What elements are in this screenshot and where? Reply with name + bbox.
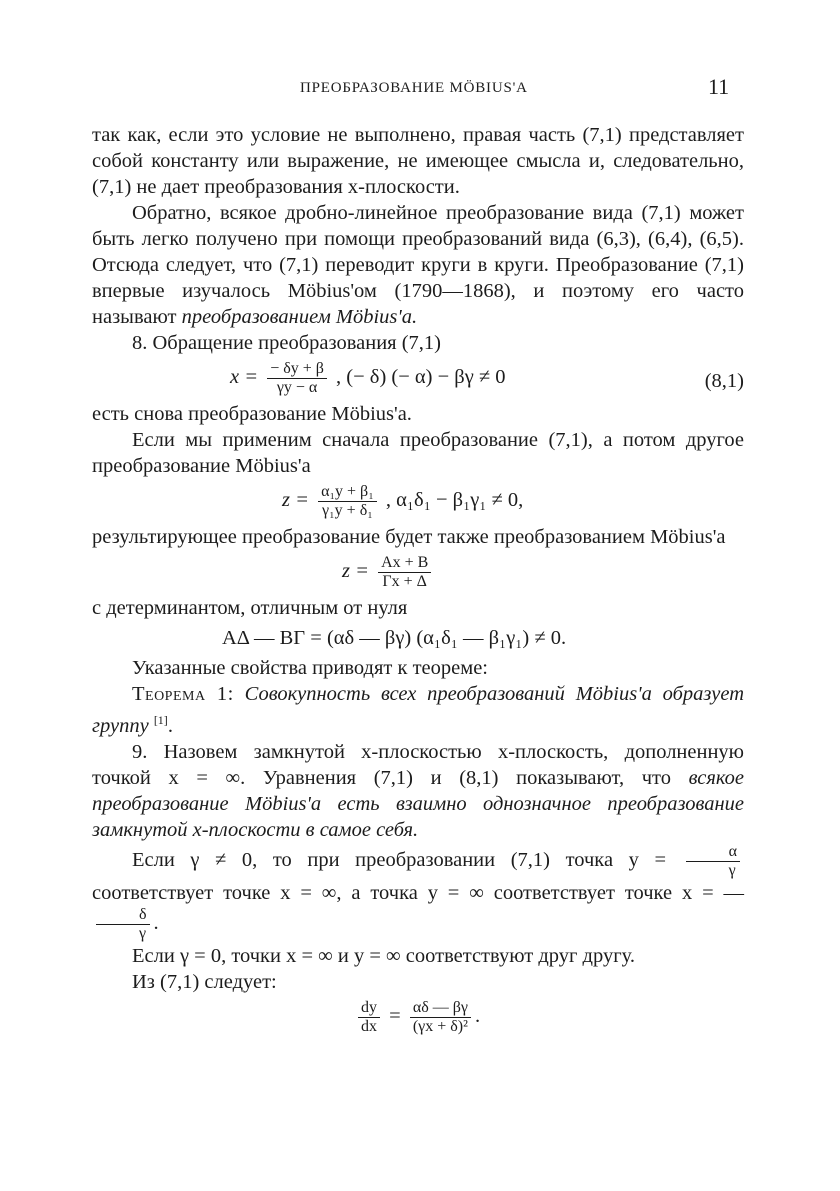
paragraph xyxy=(92,739,744,843)
fraction-numerator: α₁y + β₁ xyxy=(318,483,377,502)
running-header: ПРЕОБРАЗОВАНИЕ MÖBIUS'A xyxy=(300,80,528,96)
fraction xyxy=(267,360,327,397)
italic-term: преобразованием Möbius'a. xyxy=(181,306,418,328)
equation-z-1 xyxy=(92,483,744,520)
page-body xyxy=(92,122,744,1040)
theorem-end: . xyxy=(167,714,173,737)
eq-equals: = xyxy=(389,1005,401,1028)
paragraph: 8. Обращение преобразования (7,1) xyxy=(132,332,441,354)
paragraph-text: Обратно, всякое дробно-линейное преобразование вида (7,1) может быть легко получено при помощи преобразований вида (6,3), (6,4), (6,5). Отсюда следует, что (7,1) переводит круги в круги. Преобразование (7,1) впервые изучалось Möbius'ом (1790—1868), и поэтому его часто называют xyxy=(92,202,744,328)
paragraph xyxy=(92,200,744,330)
eq-end: . xyxy=(474,1005,481,1028)
fraction-denominator: Γx + Δ xyxy=(382,573,427,590)
equation-number: (8,1) xyxy=(704,370,744,392)
fraction xyxy=(358,999,380,1036)
equation-determinant: AΔ — BΓ = (αδ — βγ) (α₁δ₁ — β₁γ₁) ≠ 0. xyxy=(222,627,567,649)
eq-lhs: z = xyxy=(282,489,309,512)
fraction xyxy=(378,554,431,591)
theorem-label: Теорема 1: xyxy=(132,683,234,705)
eq-condition: , (− δ) (− α) − βγ ≠ 0 xyxy=(336,366,506,389)
paragraph xyxy=(92,843,744,943)
italic-statement: всякое преобразование Möbius'a есть взаимно однозначное преобразование замкнутой x-плоскости в самое себя. xyxy=(92,766,745,841)
fraction-numerator: − δy + β xyxy=(267,360,327,379)
fraction xyxy=(96,906,150,943)
fraction-denominator: (γx + δ)² xyxy=(412,1017,468,1035)
equation-z-2 xyxy=(92,554,744,591)
theorem-text: Совокупность всех преобразований Möbius'a образует группу xyxy=(92,683,744,737)
paragraph: есть снова преобразование Möbius'a. xyxy=(92,403,412,425)
eq-condition: , α₁δ₁ − β₁γ₁ ≠ 0, xyxy=(385,489,524,512)
paragraph: Из (7,1) следует: xyxy=(132,970,277,993)
fraction xyxy=(318,483,377,520)
paragraph-text: Если γ ≠ 0, то при преобразовании (7,1) точка y = xyxy=(132,849,667,872)
paragraph: с детерминантом, отличным от нуля xyxy=(92,597,408,619)
paragraph: Если γ = 0, точки x = ∞ и y = ∞ соответствуют друг другу. xyxy=(132,944,635,967)
fraction-numerator: α xyxy=(686,843,740,862)
fraction-numerator: Ax + B xyxy=(378,554,431,573)
paragraph: результирующее преобразование будет также преобразованием Möbius'a xyxy=(92,526,726,548)
paragraph-end: . xyxy=(153,912,159,935)
paragraph-text: 9. Назовем замкнутой x-плоскостью x-плоскость, дополненную точкой x = ∞. Уравнения (7,1) и (8,1) показывают, что xyxy=(92,740,744,789)
fraction-numerator: δ xyxy=(96,906,150,925)
paragraph-text: x = — xyxy=(681,881,745,904)
paragraph-text: соответствует точке x = ∞, а точка y = ∞ соответствует точке xyxy=(92,881,673,904)
eq-lhs: z = xyxy=(342,560,369,583)
paragraph: Если мы применим сначала преобразование (7,1), а потом другое преобразование Möbius'a xyxy=(92,429,744,477)
fraction-denominator: γy − α xyxy=(276,379,318,396)
fraction-denominator: γ₁y + δ₁ xyxy=(322,502,373,519)
equation-8-1 xyxy=(92,360,744,397)
reference-mark: [1] xyxy=(153,713,168,727)
equation-derivative xyxy=(92,999,744,1036)
fraction-numerator: αδ — βγ xyxy=(410,999,471,1018)
fraction-denominator: γ xyxy=(728,861,736,879)
fraction xyxy=(410,999,471,1036)
page-number: 11 xyxy=(708,74,730,99)
paragraph: Указанные свойства приводят к теореме: xyxy=(132,657,488,679)
eq-lhs: x = xyxy=(230,366,259,389)
fraction xyxy=(686,843,740,880)
fraction-denominator: γ xyxy=(139,924,147,942)
paragraph: так как, если это условие не выполнено, правая часть (7,1) представляет собой константу или выражение, не имеющее смысла и, следовательно, (7,1) не дает преобразования x-плоскости. xyxy=(92,124,744,198)
fraction-denominator: dx xyxy=(361,1017,377,1035)
theorem xyxy=(92,681,744,739)
fraction-numerator: dy xyxy=(358,999,380,1018)
